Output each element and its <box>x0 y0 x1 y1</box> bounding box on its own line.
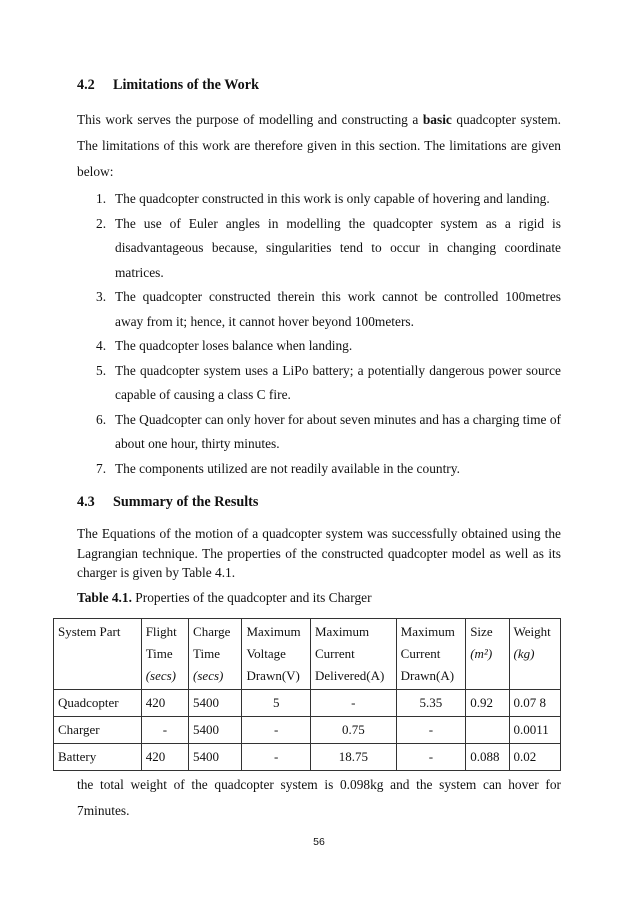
list-item-number: 2. <box>96 215 107 231</box>
table-cell: 420 <box>141 744 188 771</box>
header-cell: Weight (kg) <box>509 619 560 690</box>
table-cell: 18.75 <box>310 744 396 771</box>
table-cell: 420 <box>141 690 188 717</box>
list-item <box>96 334 561 359</box>
list-item-text: The quadcopter constructed therein this work cannot be controlled 100metres away from it; hence, it cannot hover beyond 100meters. <box>115 289 561 329</box>
closing-paragraph: the total weight of the quadcopter system is 0.098kg and the system can hover for 7minutes. <box>77 777 561 818</box>
table-cell: Quadcopter <box>54 690 142 717</box>
list-item-text: The quadcopter constructed in this work is only capable of hovering and landing. <box>115 191 550 206</box>
table-cell: Battery <box>54 744 142 771</box>
table-cell: 0.92 <box>466 690 509 717</box>
list-item <box>96 359 561 408</box>
header-cell: Maximum Current Delivered(A) <box>310 619 396 690</box>
table-caption-text: Properties of the quadcopter and its Charger <box>131 590 372 605</box>
table-cell: 5.35 <box>396 690 466 717</box>
section-number: 4.3 <box>77 494 95 510</box>
table-cell: 0.0011 <box>509 717 560 744</box>
table-cell: - <box>396 744 466 771</box>
list-item <box>96 187 561 212</box>
table-cell: - <box>242 717 311 744</box>
header-cell: Flight Time (secs) <box>141 619 188 690</box>
table-cell: - <box>310 690 396 717</box>
list-item-text: The components utilized are not readily available in the country. <box>115 460 460 476</box>
list-item-number: 4. <box>96 338 107 353</box>
summary-paragraph: The Equations of the motion of a quadcopter system was successfully obtained using the Lagrangian technique. The properties of the constructed quadcopter model as well as its charger is given by Table 4.1. <box>77 526 561 580</box>
table-cell: 5400 <box>189 717 242 744</box>
list-item-text: The use of Euler angles in modelling the quadcopter system as a rigid is disadvantageous because, singularities tend to occur in changing coordinate matrices. <box>115 215 561 280</box>
table-cell: - <box>396 717 466 744</box>
table-cell: 0.07 8 <box>509 690 560 717</box>
table-row <box>54 717 561 744</box>
table-cell: - <box>141 717 188 744</box>
intro-bold-word: basic <box>422 112 452 127</box>
section-heading-4-3 <box>77 494 258 511</box>
list-item-text: The quadcopter loses balance when landing. <box>115 338 353 353</box>
section-number: 4.2 <box>77 77 95 93</box>
section-heading-4-2 <box>77 77 259 94</box>
table-cell: - <box>242 744 311 771</box>
page-number: 56 <box>313 836 325 848</box>
list-item-number: 6. <box>96 411 107 427</box>
list-item <box>96 457 561 482</box>
table-caption <box>77 590 372 606</box>
header-cell: Maximum Voltage Drawn(V) <box>242 619 311 690</box>
table-row <box>54 690 561 717</box>
header-cell: Size (m²) <box>466 619 509 690</box>
table-cell: 0.02 <box>509 744 560 771</box>
list-item-number: 1. <box>96 191 107 206</box>
list-item-number: 7. <box>96 460 107 476</box>
table-cell: Charger <box>54 717 142 744</box>
properties-table <box>53 618 561 771</box>
table-cell: 5400 <box>189 744 242 771</box>
header-cell: System Part <box>54 619 142 690</box>
table-row <box>54 744 561 771</box>
list-item <box>96 408 561 457</box>
intro-text-end: quadcopter system. The limitations of this work are therefore given in this section. The limitations are given below: <box>77 112 561 179</box>
header-cell: Charge Time (secs) <box>189 619 242 690</box>
list-item-text: The Quadcopter can only hover for about seven minutes and has a charging time of about one hour, thirty minutes. <box>115 411 561 451</box>
table-header-row <box>54 619 561 690</box>
list-item-number: 3. <box>96 289 107 304</box>
list-item <box>96 212 561 286</box>
table-cell <box>466 717 509 744</box>
list-item <box>96 285 561 334</box>
list-item-number: 5. <box>96 362 107 378</box>
limitations-list <box>96 187 561 481</box>
intro-text-start: This work serves the purpose of modelling and constructing a <box>77 112 423 127</box>
limitations-intro-paragraph <box>77 107 561 185</box>
section-title: Limitations of the Work <box>113 77 259 93</box>
table-cell: 0.75 <box>310 717 396 744</box>
section-title: Summary of the Results <box>113 494 259 510</box>
table-cell: 0.088 <box>466 744 509 771</box>
header-cell: Maximum Current Drawn(A) <box>396 619 466 690</box>
table-caption-label: Table 4.1. <box>77 590 132 605</box>
table-cell: 5400 <box>189 690 242 717</box>
list-item-text: The quadcopter system uses a LiPo battery; a potentially dangerous power source capable of causing a class C fire. <box>115 362 561 402</box>
table-cell: 5 <box>242 690 311 717</box>
